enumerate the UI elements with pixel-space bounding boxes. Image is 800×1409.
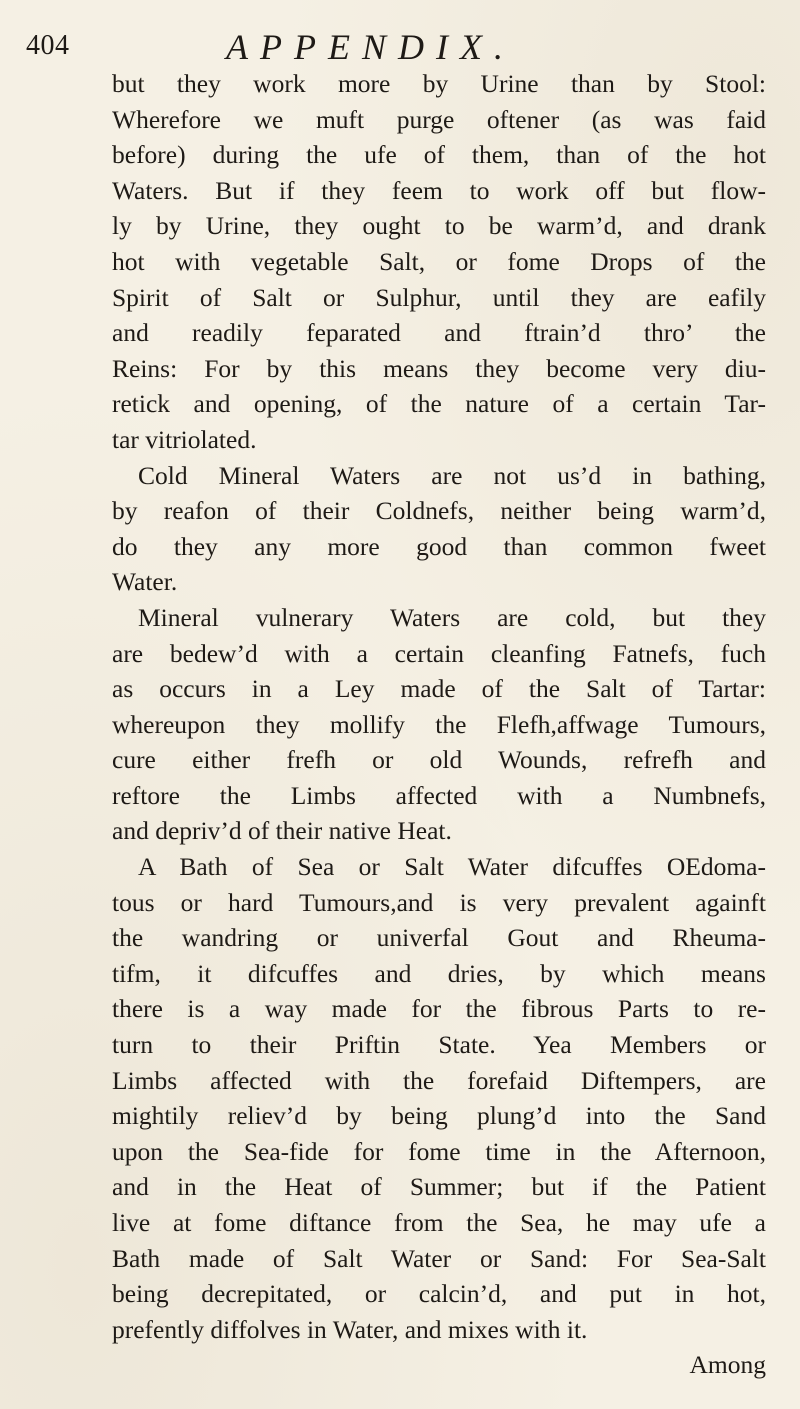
text-line: whereupon they mollify the Flefh,affwage Tumours,: [112, 709, 766, 739]
text-line: by reafon of their Coldnefs, neither being warm’d,: [112, 496, 766, 526]
page-header: [26, 12, 746, 72]
text-line: retick and opening, of the nature of a certain Tar-: [112, 389, 766, 419]
text-line: but they work more by Urine than by Stool:: [112, 69, 766, 98]
text-line: reftore the Limbs affected with a Numbnefs,: [112, 780, 766, 810]
page-number: 404: [26, 30, 70, 61]
text-line: Cold Mineral Waters are not us’d in bathing,: [138, 460, 766, 490]
text-line: Spirit of Salt or Sulphur, until they are eafily: [112, 282, 766, 312]
text-line: A Bath of Sea or Salt Water difcuffes OEdoma-: [138, 852, 766, 882]
text-line: live at fome diftance from the Sea, he may ufe a: [112, 1208, 766, 1237]
text-line: tifm, it difcuffes and dries, by which means: [112, 958, 766, 988]
text-line: mightily reliev’d by being plung’d into the Sand: [112, 1101, 766, 1131]
text-line: as occurs in a Ley made of the Salt of Tartar:: [112, 674, 766, 704]
text-line: Bath made of Salt Water or Sand: For Sea-Salt: [112, 1243, 766, 1273]
body-text: [112, 66, 766, 1383]
text-line: cure either frefh or old Wounds, refrefh and: [112, 745, 766, 775]
text-line: tar vitriolated.: [112, 424, 257, 454]
text-line: being decrepitated, or calcin’d, and put in hot,: [112, 1279, 766, 1309]
text-line: hot with vegetable Salt, or fome Drops of the: [112, 246, 766, 276]
text-line: there is a way made for the fibrous Parts to re-: [112, 994, 766, 1024]
text-line: the wandring or univerfal Gout and Rheuma-: [112, 923, 766, 953]
text-line: and in the Heat of Summer; but if the Patient: [112, 1172, 766, 1202]
text-line: do they any more good than common fweet: [112, 531, 766, 561]
text-line: ly by Urine, they ought to be warm’d, and drank: [112, 211, 766, 241]
running-head: APPENDIX.: [226, 27, 515, 67]
text-line: and depriv’d of their native Heat.: [112, 816, 452, 846]
text-line: before) during the ufe of them, than of the hot: [112, 140, 766, 170]
text-line: prefently diffolves in Water, and mixes with it.: [112, 1314, 588, 1344]
text-line: and readily feparated and ftrain’d thro’ the: [112, 318, 766, 348]
catchword: Among: [689, 1350, 766, 1380]
text-line: are bedew’d with a certain cleanfing Fatnefs, fuch: [112, 638, 766, 668]
text-line: Mineral vulnerary Waters are cold, but they: [138, 602, 766, 632]
text-line: tous or hard Tumours,and is very prevalent againft: [112, 887, 766, 917]
text-line: Wherefore we muft purge oftener (as was faid: [112, 104, 766, 134]
text-line: turn to their Priftin State. Yea Members or: [112, 1030, 766, 1060]
text-line: Water.: [112, 567, 178, 597]
text-line: Limbs affected with the forefaid Diftempers, are: [112, 1065, 766, 1095]
text-line: Reins: For by this means they become very diu-: [112, 353, 766, 383]
text-line: Waters. But if they feem to work off but flow-: [112, 175, 766, 205]
text-line: upon the Sea-fide for fome time in the Afternoon,: [112, 1136, 766, 1166]
